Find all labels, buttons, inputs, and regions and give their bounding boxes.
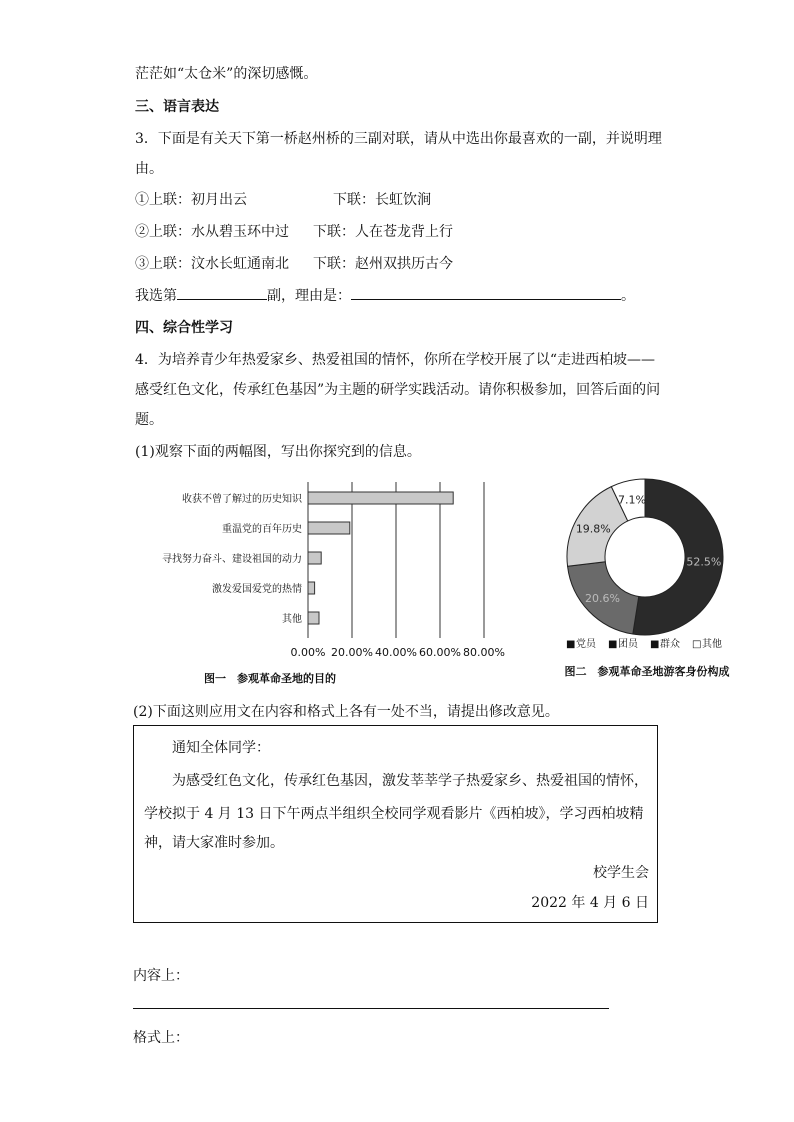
bar-x-tick-label: 60.00% xyxy=(419,646,461,659)
bar-x-tick-label: 80.00% xyxy=(463,646,505,659)
section3-heading: 三、语言表达 xyxy=(135,99,219,115)
q3-text-line2: 由。 xyxy=(135,161,163,177)
bar-category-label: 寻找努力奋斗、建设祖国的动力 xyxy=(162,554,302,565)
couplet-3-upper: ③上联：汶水长虹通南北 xyxy=(135,256,289,272)
donut-legend-marker: ■ xyxy=(608,639,618,650)
q4-text-line1: 4．为培养青少年热爱家乡、热爱祖国的情怀，你所在学校开展了以“走进西柏坡—— xyxy=(135,352,656,368)
notice-body-line3: 神，请大家准时参加。 xyxy=(144,835,284,851)
notice-signature: 校学生会 xyxy=(593,865,649,881)
intro-tail-text: 茫茫如“太仓米”的深切感慨。 xyxy=(135,66,318,82)
donut-value-label: 20.6% xyxy=(585,591,620,605)
bar-category-label: 收获不曾了解过的历史知识 xyxy=(182,494,302,505)
bar-x-tick-label: 0.00% xyxy=(290,646,326,659)
bar-4 xyxy=(308,582,315,594)
choice-number-blank[interactable] xyxy=(177,285,267,300)
section4-heading: 四、综合性学习 xyxy=(135,320,233,336)
donut-value-label: 7.1% xyxy=(617,493,646,507)
notice-box xyxy=(133,725,658,923)
bar-1 xyxy=(308,492,453,504)
notice-body-line1: 为感受红色文化，传承红色基因，激发莘莘学子热爱家乡、热爱祖国的情怀， xyxy=(172,773,648,789)
couplet-3-lower: 下联：赵州双拱历古今 xyxy=(313,256,453,272)
q4-text-line3: 题。 xyxy=(135,412,163,428)
choice-mid: 副，理由是： xyxy=(267,288,351,304)
donut-legend-label: 党员 xyxy=(576,639,596,650)
notice-date: 2022 年 4 月 6 日 xyxy=(531,895,649,911)
content-answer-label: 内容上： xyxy=(133,968,189,984)
bar-chart-title: 图一 参观革命圣地的目的 xyxy=(204,672,336,685)
bar-5 xyxy=(308,612,319,624)
format-answer-label: 格式上： xyxy=(133,1030,189,1046)
donut-value-label: 19.8% xyxy=(575,522,611,536)
bar-x-tick-label: 40.00% xyxy=(375,646,417,659)
donut-legend-label: 其他 xyxy=(702,639,722,650)
bar-category-label: 激发爱国爱党的热情 xyxy=(212,584,302,595)
couplet-3 xyxy=(135,254,453,274)
donut-legend-label: 群众 xyxy=(660,639,680,650)
bar-2 xyxy=(308,522,350,534)
couplet-2-upper: ②上联：水从碧玉环中过 xyxy=(135,224,289,240)
q4-text-line2: 感受红色文化，传承红色基因”为主题的研学实践活动。请你积极参加，回答后面的问 xyxy=(135,382,661,398)
choice-line xyxy=(135,285,635,306)
donut-value-label: 52.5% xyxy=(686,555,722,569)
bar-category-label: 其他 xyxy=(282,614,302,625)
donut-legend-label: 团员 xyxy=(618,639,638,650)
choice-end: 。 xyxy=(621,288,635,304)
notice-salutation: 通知全体同学： xyxy=(172,740,270,756)
bar-category-label: 重温党的百年历史 xyxy=(222,524,302,535)
sub-question-1: (1)观察下面的两幅图，写出你探究到的信息。 xyxy=(135,444,421,460)
couplet-1-upper: ①上联：初月出云 xyxy=(135,192,247,208)
donut-legend-marker: □ xyxy=(692,639,702,650)
couplet-1 xyxy=(135,190,431,210)
content-answer-line[interactable] xyxy=(133,1008,609,1009)
donut-chart-title: 图二 参观革命圣地游客身份构成 xyxy=(564,665,730,678)
choice-prefix: 我选第 xyxy=(135,288,177,304)
q3-text-line1: 3．下面是有关天下第一桥赵州桥的三副对联，请从中选出你最喜欢的一副，并说明理 xyxy=(135,131,662,147)
couplet-2 xyxy=(135,222,453,242)
notice-body-line2: 学校拟于 4 月 13 日下午两点半组织全校同学观看影片《西柏坡》，学习西柏坡精 xyxy=(144,806,644,822)
bar-x-tick-label: 20.00% xyxy=(331,646,373,659)
sub-question-2: (2)下面这则应用文在内容和格式上各有一处不当，请提出修改意见。 xyxy=(133,704,559,720)
bar-3 xyxy=(308,552,321,564)
visitor-identity-donut-chart xyxy=(540,475,755,685)
donut-legend-marker: ■ xyxy=(650,639,660,650)
purpose-bar-chart xyxy=(120,478,520,688)
donut-legend-marker: ■ xyxy=(566,639,576,650)
choice-reason-blank[interactable] xyxy=(351,285,621,300)
couplet-2-lower: 下联：人在苍龙背上行 xyxy=(313,224,453,240)
couplet-1-lower: 下联：长虹饮涧 xyxy=(333,192,431,208)
